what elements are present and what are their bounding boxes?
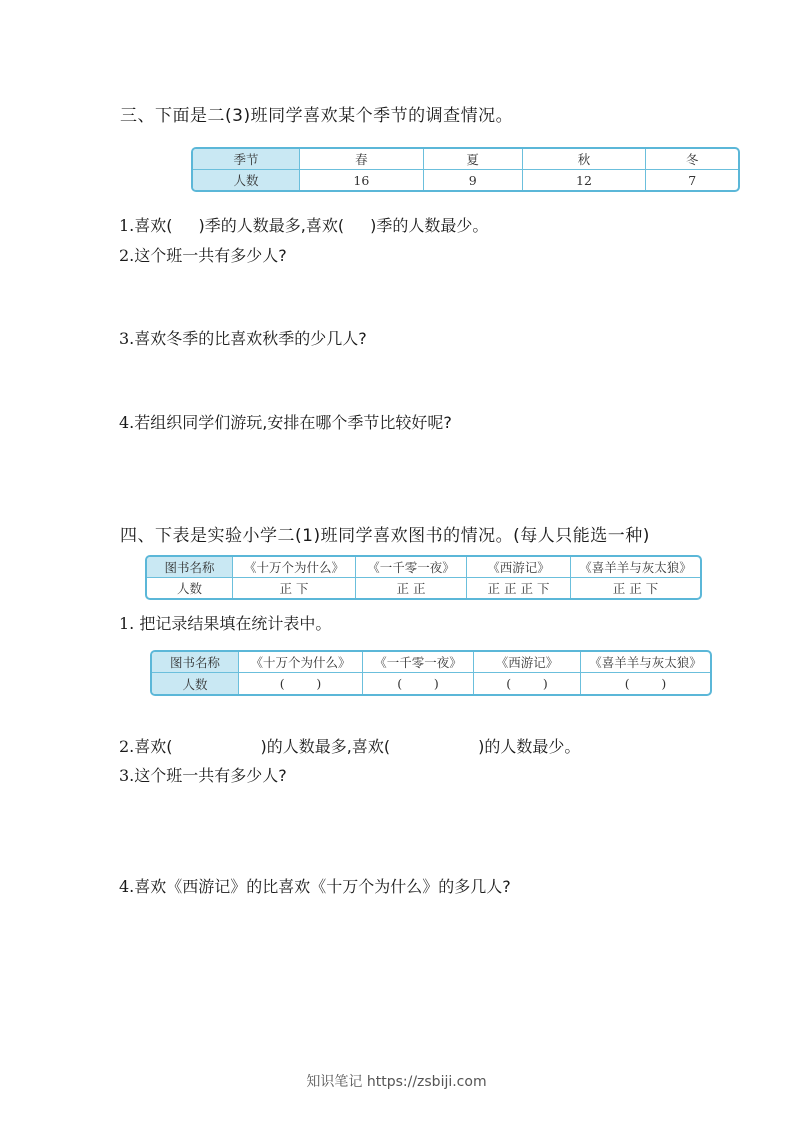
book-cell: 《喜羊羊与灰太狼》 (571, 557, 700, 578)
book-cell: 《十万个为什么》 (239, 652, 363, 673)
question-text: 这个班一共有多少人? (134, 246, 287, 265)
count-blank-cell[interactable]: ( ) (363, 673, 474, 694)
tally-cell: 正 正 (356, 578, 467, 598)
count-row-label: 人数 (152, 673, 239, 694)
book-cell: 《西游记》 (467, 557, 571, 578)
q1-text-a: 喜欢( (134, 216, 173, 235)
question-number: 2. (119, 246, 135, 265)
book-cell: 《十万个为什么》 (233, 557, 356, 578)
s4-question-4 (119, 874, 511, 897)
count-cell: 7 (688, 172, 697, 188)
s4-question-1 (119, 611, 331, 634)
season-cell: 秋 (523, 149, 647, 170)
q1-text-c: )季的人数最少。 (370, 216, 489, 235)
question-number: 4. (119, 877, 135, 896)
season-row-label: 季节 (193, 149, 300, 170)
s4-question-2 (119, 734, 580, 757)
count-cell: 9 (424, 170, 523, 190)
tally-cell: 正 正 正 下 (467, 578, 571, 598)
question-text: 喜欢《西游记》的比喜欢《十万个为什么》的多几人? (134, 877, 511, 896)
count-blank-cell[interactable]: ( ) (624, 676, 667, 691)
tally-cell: 正 正 下 (612, 581, 659, 596)
question-number: 4. (119, 413, 135, 432)
book-tally-table (145, 555, 702, 600)
question-text: 这个班一共有多少人? (134, 766, 287, 785)
q2-text-a: 喜欢( (134, 737, 173, 756)
book-cell: 《西游记》 (474, 652, 581, 673)
tally-cell: 正 下 (233, 578, 356, 598)
book-cell: 《喜羊羊与灰太狼》 (581, 652, 710, 673)
q2-text-c: )的人数最少。 (478, 737, 581, 756)
book-row-label: 图书名称 (147, 557, 233, 578)
question-text: 喜欢冬季的比喜欢秋季的少几人? (134, 329, 367, 348)
question-text: 若组织同学们游玩,安排在哪个季节比较好呢? (134, 413, 452, 432)
season-cell: 夏 (424, 149, 523, 170)
book-row-label: 图书名称 (152, 652, 239, 673)
question-number: 1. (119, 216, 135, 235)
section3-heading: 三、下面是二(3)班同学喜欢某个季节的调查情况。 (120, 106, 514, 126)
footer-watermark: 知识笔记 https://zsbiji.com (306, 1074, 487, 1090)
tally-row-label: 人数 (147, 578, 233, 598)
s3-question-1 (119, 213, 488, 236)
s4-question-3 (119, 763, 287, 786)
q2-text-b: )的人数最多,喜欢( (260, 737, 391, 756)
q1-text-b: )季的人数最多,喜欢( (198, 216, 345, 235)
count-row-label: 人数 (193, 170, 300, 190)
question-number: 3. (119, 766, 135, 785)
book-cell: 《一千零一夜》 (363, 652, 474, 673)
question-text: 把记录结果填在统计表中。 (139, 614, 332, 633)
s3-question-2 (119, 243, 287, 266)
count-blank-cell[interactable]: ( ) (474, 673, 581, 694)
season-cell: 春 (300, 149, 424, 170)
section4-heading: 四、下表是实验小学二(1)班同学喜欢图书的情况。(每人只能选一种) (120, 526, 650, 546)
s3-question-3 (119, 326, 367, 349)
s3-question-4 (119, 410, 452, 433)
count-cell: 12 (523, 170, 647, 190)
question-number: 1. (119, 614, 135, 633)
book-cell: 《一千零一夜》 (356, 557, 467, 578)
count-cell: 16 (300, 170, 424, 190)
question-number: 3. (119, 329, 135, 348)
season-table (191, 147, 740, 192)
count-blank-cell[interactable]: ( ) (239, 673, 363, 694)
season-cell: 冬 (646, 149, 738, 170)
question-number: 2. (119, 737, 135, 756)
book-fill-table (150, 650, 712, 696)
